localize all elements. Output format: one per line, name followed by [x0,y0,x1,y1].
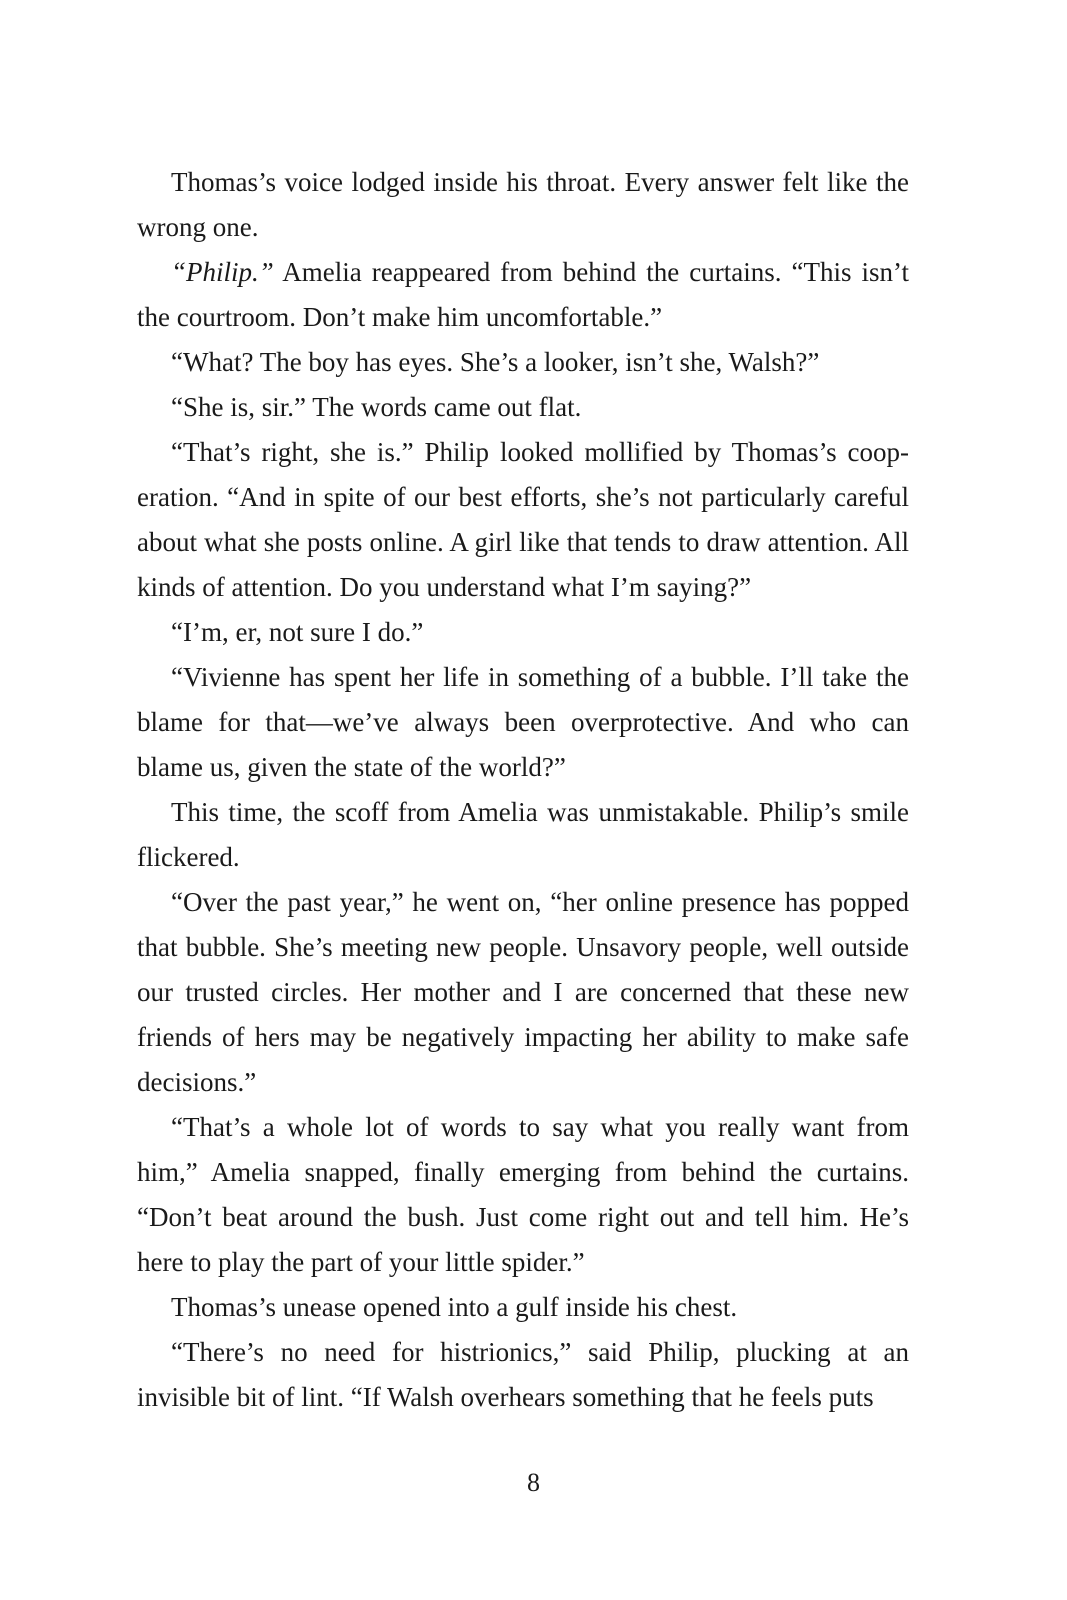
paragraph [137,880,909,1105]
paragraph-text: “That’s right, she is.” Philip looked mollified by Thomas’s cooperation. “And in spite of our best efforts, she’s not particularly careful about what she posts online. A girl like that tends to draw attention. All kinds of attention. Do you understand what I’m saying?” [137,437,909,602]
paragraph-text: “What? The boy has eyes. She’s a looker, isn’t she, Walsh?” [171,347,820,377]
paragraph [137,430,909,610]
paragraph-text: “Vivienne has spent her life in something of a bubble. I’ll take the blame for that—we’ve always been overprotective. And who can blame us, given the state of the world?” [137,662,909,782]
paragraph-text: “She is, sir.” The words came out flat. [171,392,582,422]
paragraph [137,160,909,250]
paragraph-italic-lead: “Philip.” [171,257,274,287]
paragraph [137,1285,909,1330]
paragraph-text: Amelia reappeared from behind the curtains. “This isn’t the courtroom. Don’t make him uncomfortable.” [137,257,909,332]
page-number: 8 [527,1468,540,1497]
paragraph [137,610,909,655]
paragraph [137,1330,909,1420]
paragraph [137,1105,909,1285]
paragraph-text: “I’m, er, not sure I do.” [171,617,424,647]
paragraph-text: “Over the past year,” he went on, “her online presence has popped that bubble. She’s meeting new people. Unsavory people, well outside our trusted circles. Her mother and I are concerned that these new friends of hers may be negatively impacting her ability to make safe decisions.” [137,887,909,1097]
paragraph-text: “That’s a whole lot of words to say what you really want from him,” Amelia snapped, finally emerging from behind the curtains. “Don’t beat around the bush. Just come right out and tell him. He’s here to play the part of your little spider.” [137,1112,909,1277]
paragraph-text: This time, the scoff from Amelia was unmistakable. Philip’s smile flickered. [137,797,909,872]
paragraph [137,655,909,790]
paragraph [137,790,909,880]
paragraph [137,250,909,340]
paragraph-text: Thomas’s voice lodged inside his throat. Every answer felt like the wrong one. [137,167,909,242]
body-text [137,160,909,1420]
paragraph-text: Thomas’s unease opened into a gulf inside his chest. [171,1292,738,1322]
paragraph-text: “There’s no need for histrionics,” said Philip, plucking at an invisible bit of lint. “If Walsh overhears something that he feels puts [137,1337,909,1412]
paragraph [137,385,909,430]
paragraph [137,340,909,385]
